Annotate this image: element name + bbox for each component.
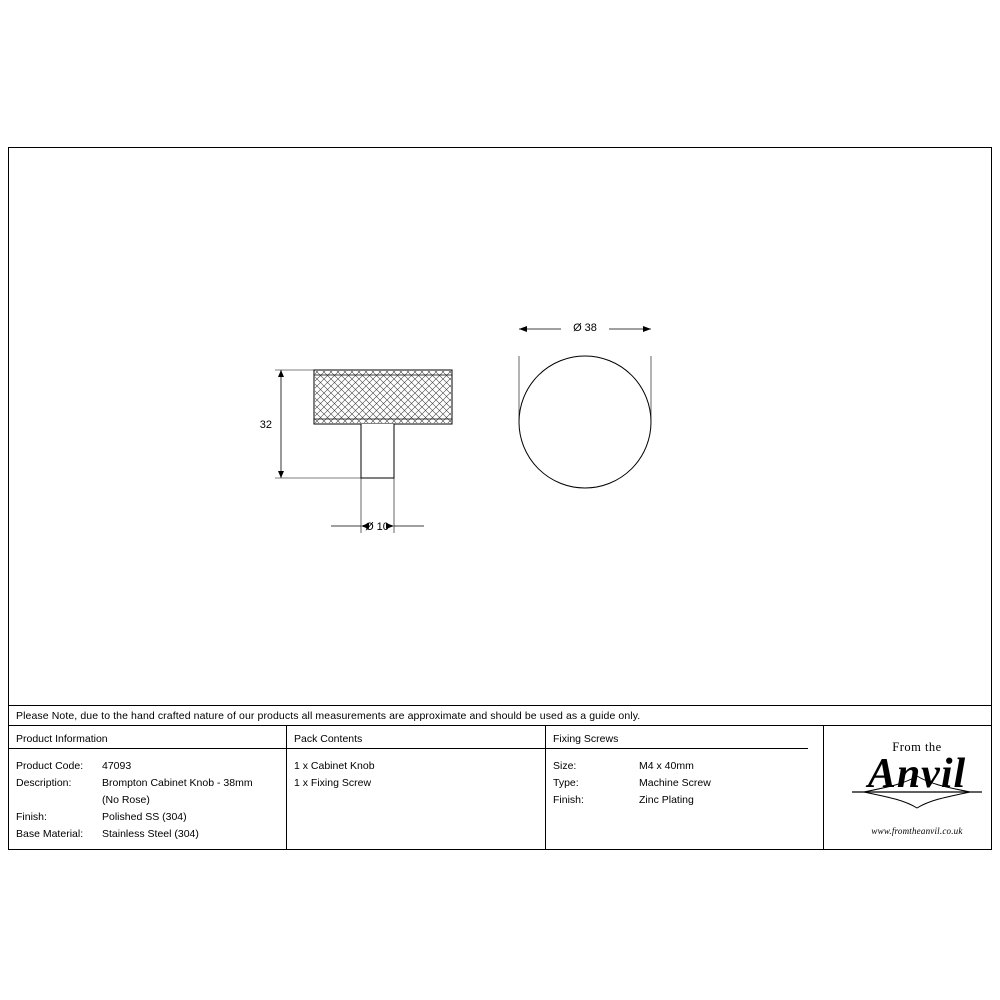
brand-logo-column: [824, 726, 991, 850]
product-code-value: 47093: [102, 760, 132, 772]
drawing-area: [9, 148, 991, 705]
table-row: [553, 758, 823, 775]
list-item: 1 x Cabinet Knob: [294, 760, 375, 772]
base-material-value: Stainless Steel (304): [102, 828, 199, 840]
logo-anvil-text: Anvil: [867, 751, 967, 797]
screw-size-value: M4 x 40mm: [639, 760, 694, 772]
dimension-diameter-label: Ø 38: [573, 322, 597, 334]
table-row: [16, 758, 286, 775]
list-item: 1 x Fixing Screw: [294, 777, 372, 789]
screw-finish-label: Finish:: [553, 794, 584, 806]
logo-from-the-text: From the: [892, 740, 942, 754]
fixing-screws-heading: Fixing Screws: [553, 733, 619, 745]
product-code-label: Product Code:: [16, 760, 84, 772]
base-material-label: Base Material:: [16, 828, 84, 840]
knurl-texture: [315, 371, 451, 423]
screw-type-value: Machine Screw: [639, 777, 711, 789]
knob-plan-circle: [519, 356, 651, 488]
anvil-icon: [842, 756, 992, 826]
product-information-column: [9, 726, 287, 850]
info-table: [9, 726, 991, 850]
knob-technical-drawing: [9, 148, 991, 705]
description-label: Description:: [16, 777, 72, 789]
fixing-screws-column: [546, 726, 824, 850]
drawing-frame: [8, 147, 992, 850]
finish-value: Polished SS (304): [102, 811, 187, 823]
dimension-shank-label: Ø 10: [365, 521, 389, 533]
description-value: Brompton Cabinet Knob - 38mm: [102, 777, 253, 789]
brand-logo: [842, 740, 992, 838]
pack-contents-heading: Pack Contents: [294, 733, 363, 745]
table-row: [16, 792, 286, 809]
table-row: [553, 775, 823, 792]
measurement-note-text: Please Note, due to the hand crafted nature of our products all measurements are approximate and should be used as a guide only.: [16, 709, 641, 722]
screw-type-label: Type:: [553, 777, 579, 789]
logo-url-text: www.fromtheanvil.co.uk: [871, 826, 963, 836]
knob-shank-outline: [361, 424, 394, 478]
product-information-heading: Product Information: [16, 733, 108, 745]
screw-size-label: Size:: [553, 760, 577, 772]
dimension-shank: [331, 478, 424, 533]
table-row: [16, 809, 286, 826]
measurement-note: [9, 705, 991, 726]
screw-finish-value: Zinc Plating: [639, 794, 694, 806]
finish-label: Finish:: [16, 811, 47, 823]
table-row: [553, 792, 823, 809]
description-value-line2: (No Rose): [102, 794, 150, 806]
table-row: [16, 826, 286, 843]
dimension-height-label: 32: [259, 419, 272, 431]
table-row: [16, 775, 286, 792]
pack-contents-column: [287, 726, 546, 850]
